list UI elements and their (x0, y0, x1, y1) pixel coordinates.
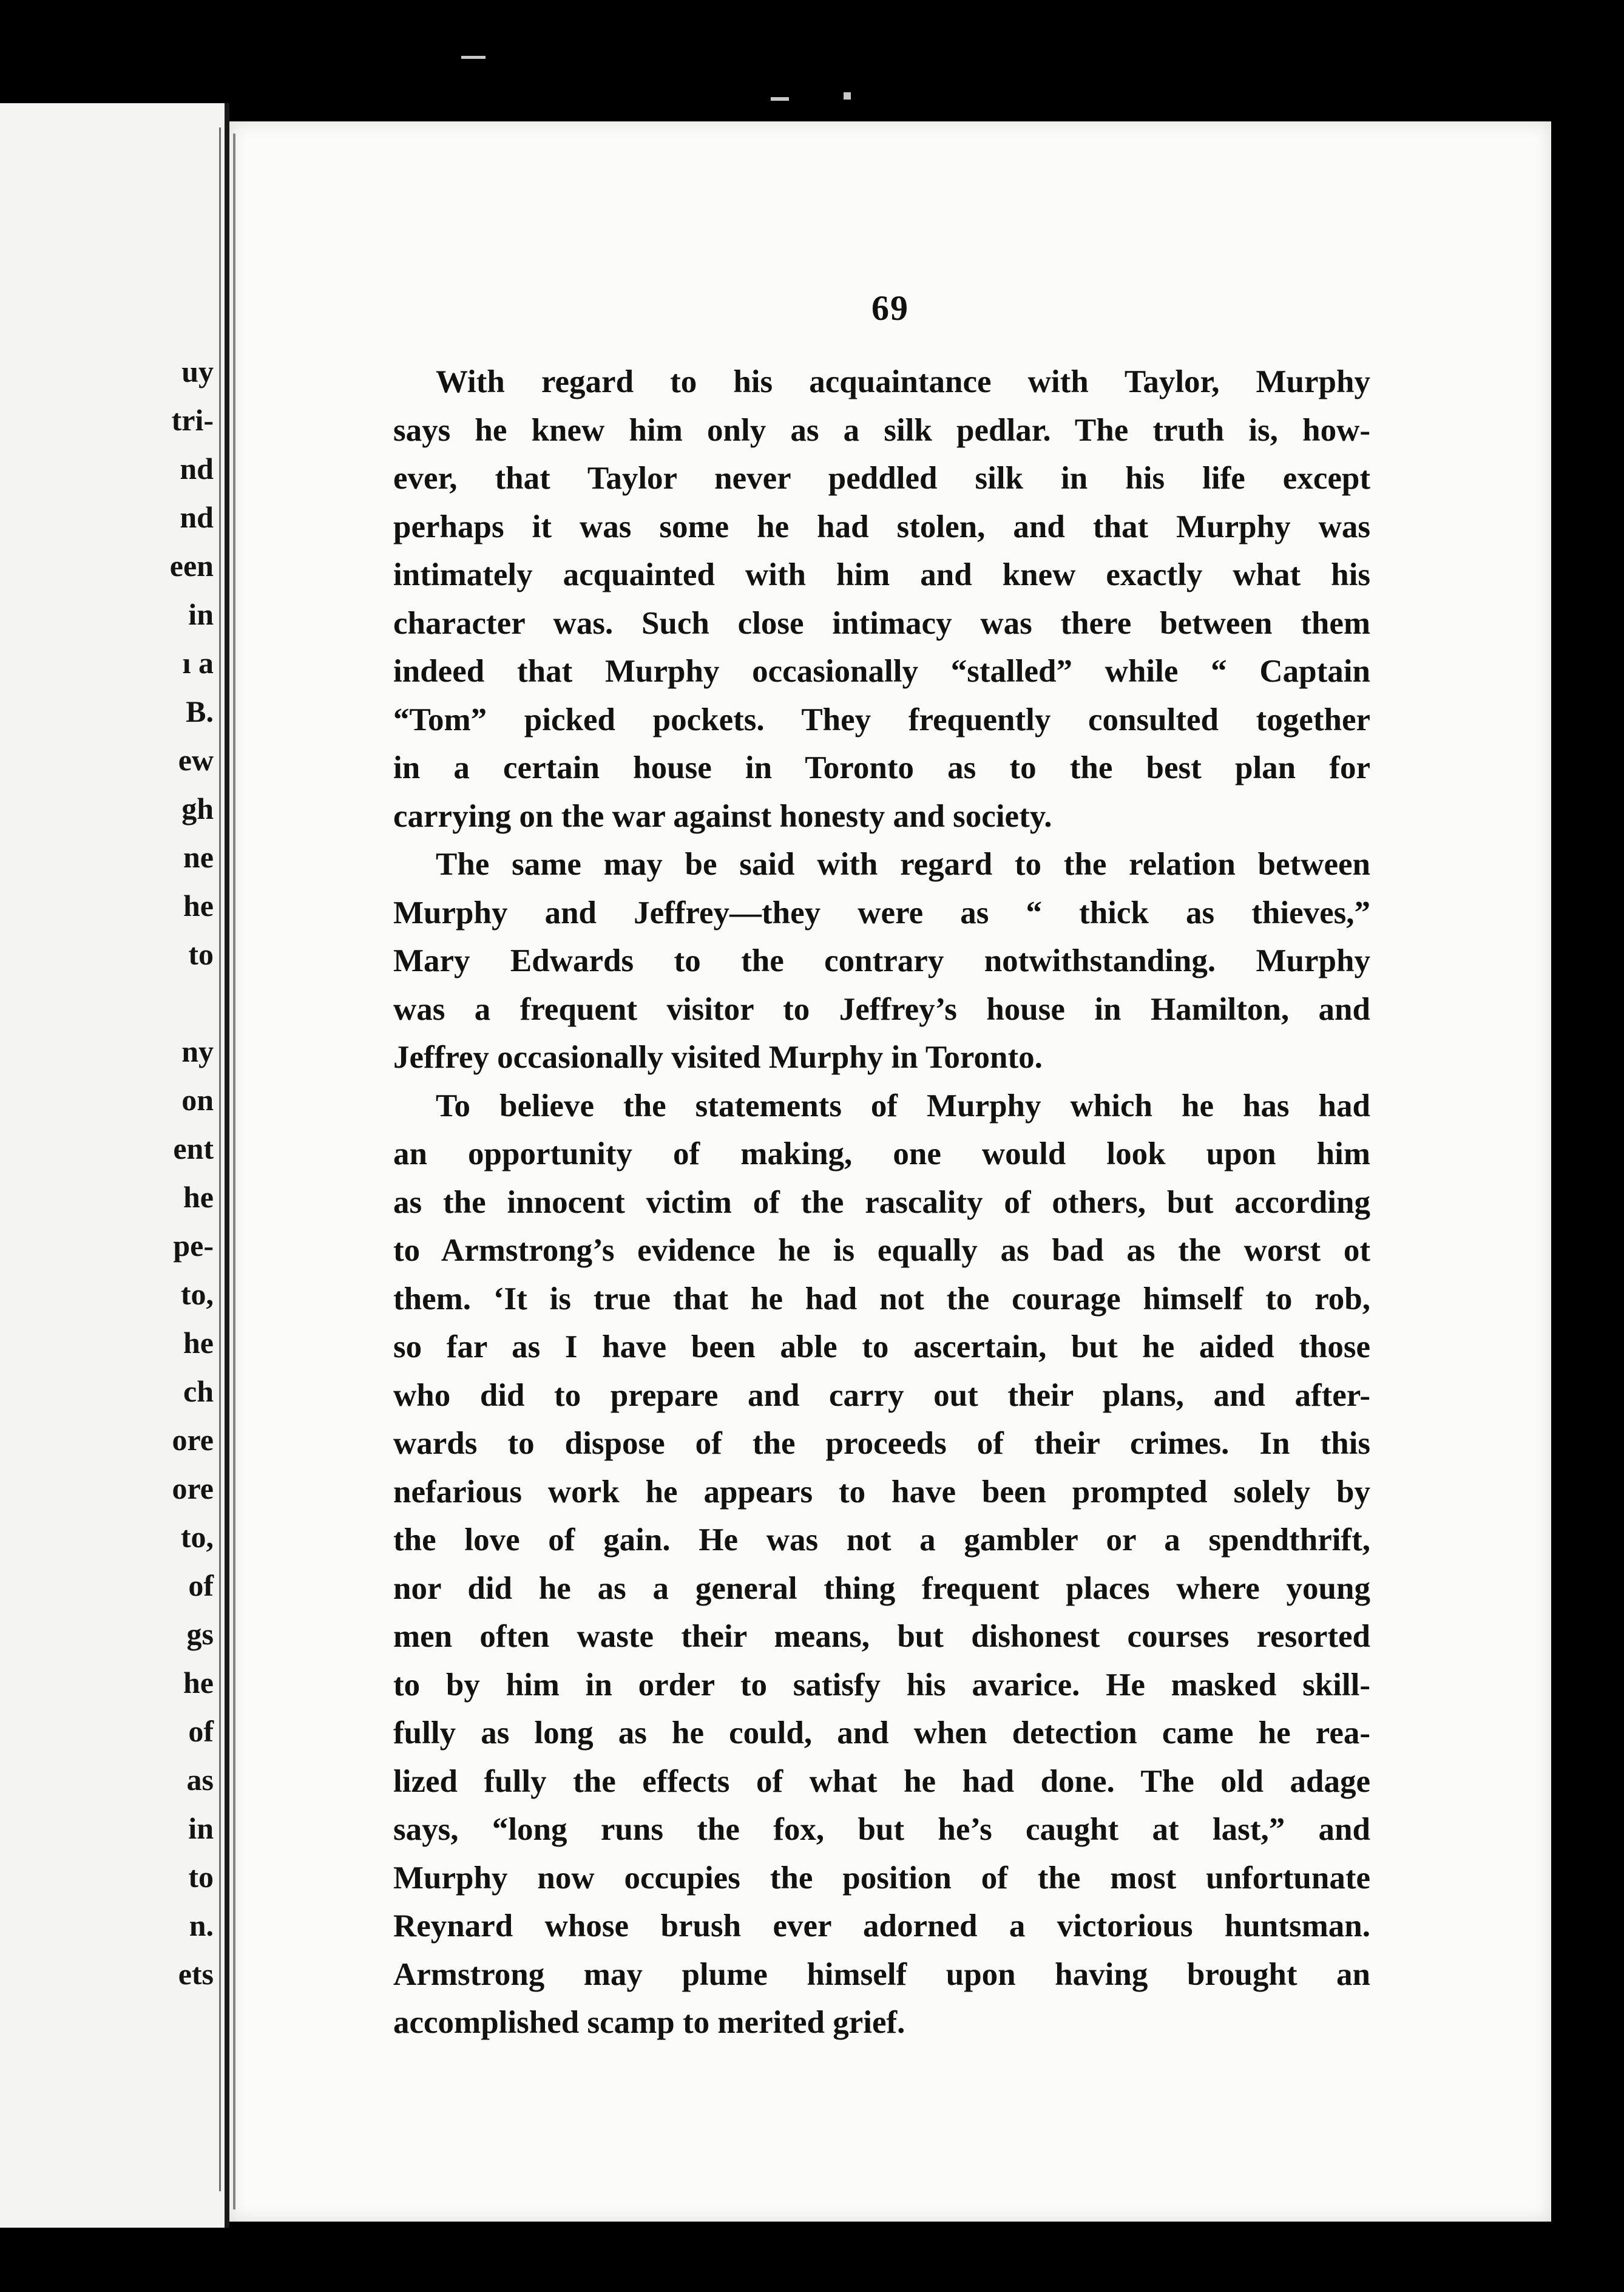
facing-page-fragment: ı a (182, 646, 214, 680)
text-line: lized fully the effects of what he had done. The old adage (393, 1763, 1370, 1799)
page-gutter (233, 134, 235, 2209)
facing-page-fragment: to, (180, 1520, 214, 1554)
text-line: “Tom” picked pockets. They frequently consulted together (393, 702, 1370, 737)
facing-page-fragment: nd (180, 500, 214, 534)
text-line: ever, that Taylor never peddled silk in his life except (393, 461, 1370, 496)
facing-page-fragment: nd (180, 452, 214, 486)
text-line: To believe the statements of Murphy which he has had (436, 1088, 1370, 1124)
facing-page-fragment: as (186, 1763, 214, 1797)
facing-page-fragment: een (169, 549, 214, 583)
facing-page-fragment: of (188, 1568, 214, 1602)
facing-page-fragment: to (188, 937, 214, 971)
facing-page-fragment: to, (180, 1277, 214, 1311)
text-line: an opportunity of making, one would look upon him (393, 1136, 1370, 1171)
text-line: as the innocent victim of the rascality of others, but according (393, 1184, 1370, 1220)
text-line: who did to prepare and carry out their plans, and after- (393, 1377, 1370, 1413)
facing-page-fragment: he (183, 1180, 214, 1214)
book-page (229, 121, 1551, 2222)
facing-page (0, 103, 229, 2228)
text-line: carrying on the war against honesty and society. (393, 798, 1052, 834)
scan-speck (844, 92, 851, 100)
body-text (393, 358, 1370, 2047)
text-line: perhaps it was some he had stolen, and that Murphy was (393, 509, 1370, 544)
text-line: says, “long runs the fox, but he’s caught at last,” and (393, 1812, 1370, 1847)
facing-page-fragment: gs (186, 1617, 214, 1651)
facing-page-fragment: pe- (173, 1229, 214, 1263)
facing-page-fragment: ent (173, 1131, 214, 1165)
paragraph (393, 841, 1370, 1082)
text-line: nefarious work he appears to have been prompted solely by (393, 1474, 1370, 1510)
text-line: Armstrong may plume himself upon having brought an (393, 1956, 1370, 1992)
facing-page-fragment: B. (186, 694, 214, 728)
facing-page-fragment: in (188, 1811, 214, 1845)
facing-page-text-fragments (170, 347, 214, 1998)
scan-speck (461, 56, 486, 59)
facing-page-fragment: on (181, 1083, 214, 1117)
facing-page-fragment: tri- (171, 403, 214, 437)
text-line: to by him in order to satisfy his avarice. He masked skill- (393, 1667, 1370, 1703)
text-line: Murphy and Jeffrey—they were as “ thick as thieves,” (393, 895, 1370, 931)
text-line: accomplished scamp to merited grief. (393, 2005, 905, 2040)
facing-page-fragment: he (183, 889, 214, 923)
facing-page-fragment: ew (178, 743, 214, 777)
text-line: the love of gain. He was not a gambler or a spendthrift, (393, 1522, 1370, 1558)
facing-page-fragment: in (188, 597, 214, 631)
text-line: Murphy now occupies the position of the most unfortunate (393, 1860, 1370, 1896)
facing-page-fragment: to (188, 1860, 214, 1894)
text-line: to Armstrong’s evidence he is equally as bad as the worst ot (393, 1233, 1370, 1268)
paragraph (393, 358, 1370, 841)
paragraph (393, 1082, 1370, 2047)
text-line: character was. Such close intimacy was there between them (393, 605, 1370, 641)
text-line: them. ‘It is true that he had not the courage himself to rob, (393, 1281, 1370, 1317)
facing-page-fragment: ets (178, 1957, 214, 1991)
facing-page-fragment: he (183, 1326, 214, 1360)
text-line: says he knew him only as a silk pedlar. The truth is, how- (393, 412, 1370, 448)
scan-speck (771, 97, 789, 101)
text-line: was a frequent visitor to Jeffrey’s house in Hamilton, and (393, 991, 1370, 1027)
facing-page-fragment: ore (172, 1423, 214, 1457)
text-line: fully as long as he could, and when detection came he rea- (393, 1715, 1370, 1751)
facing-page-fragment: ny (181, 1034, 214, 1068)
facing-page-fragment: ne (183, 840, 214, 874)
facing-page-fragment (170, 978, 214, 1027)
text-line: in a certain house in Toronto as to the best plan for (393, 750, 1370, 785)
text-line: men often waste their means, but dishonest courses resorted (393, 1619, 1370, 1654)
facing-page-fragment: of (188, 1714, 214, 1748)
text-line: The same may be said with regard to the relation between (436, 847, 1370, 882)
text-line: nor did he as a general thing frequent places where young (393, 1570, 1370, 1606)
facing-page-fragment: n. (189, 1908, 214, 1942)
page-edge (219, 127, 221, 2191)
facing-page-fragment: ch (183, 1374, 214, 1408)
text-line: Mary Edwards to the contrary notwithstanding. Murphy (393, 943, 1370, 978)
facing-page-fragment: ore (172, 1471, 214, 1505)
text-line: Reynard whose brush ever adorned a victorious huntsman. (393, 1908, 1370, 1944)
facing-page-fragment: gh (181, 792, 214, 826)
text-line: With regard to his acquaintance with Taylor, Murphy (436, 364, 1370, 399)
text-line: Jeffrey occasionally visited Murphy in Toronto. (393, 1040, 1043, 1075)
text-line: intimately acquainted with him and knew exactly what his (393, 557, 1370, 592)
text-line: indeed that Murphy occasionally “stalled” while “ Captain (393, 654, 1370, 689)
text-line: wards to dispose of the proceeds of their crimes. In this (393, 1426, 1370, 1461)
page-number: 69 (871, 288, 909, 328)
text-line: so far as I have been able to ascertain, but he aided those (393, 1329, 1370, 1365)
facing-page-fragment: uy (181, 354, 214, 388)
facing-page-fragment: he (183, 1666, 214, 1700)
